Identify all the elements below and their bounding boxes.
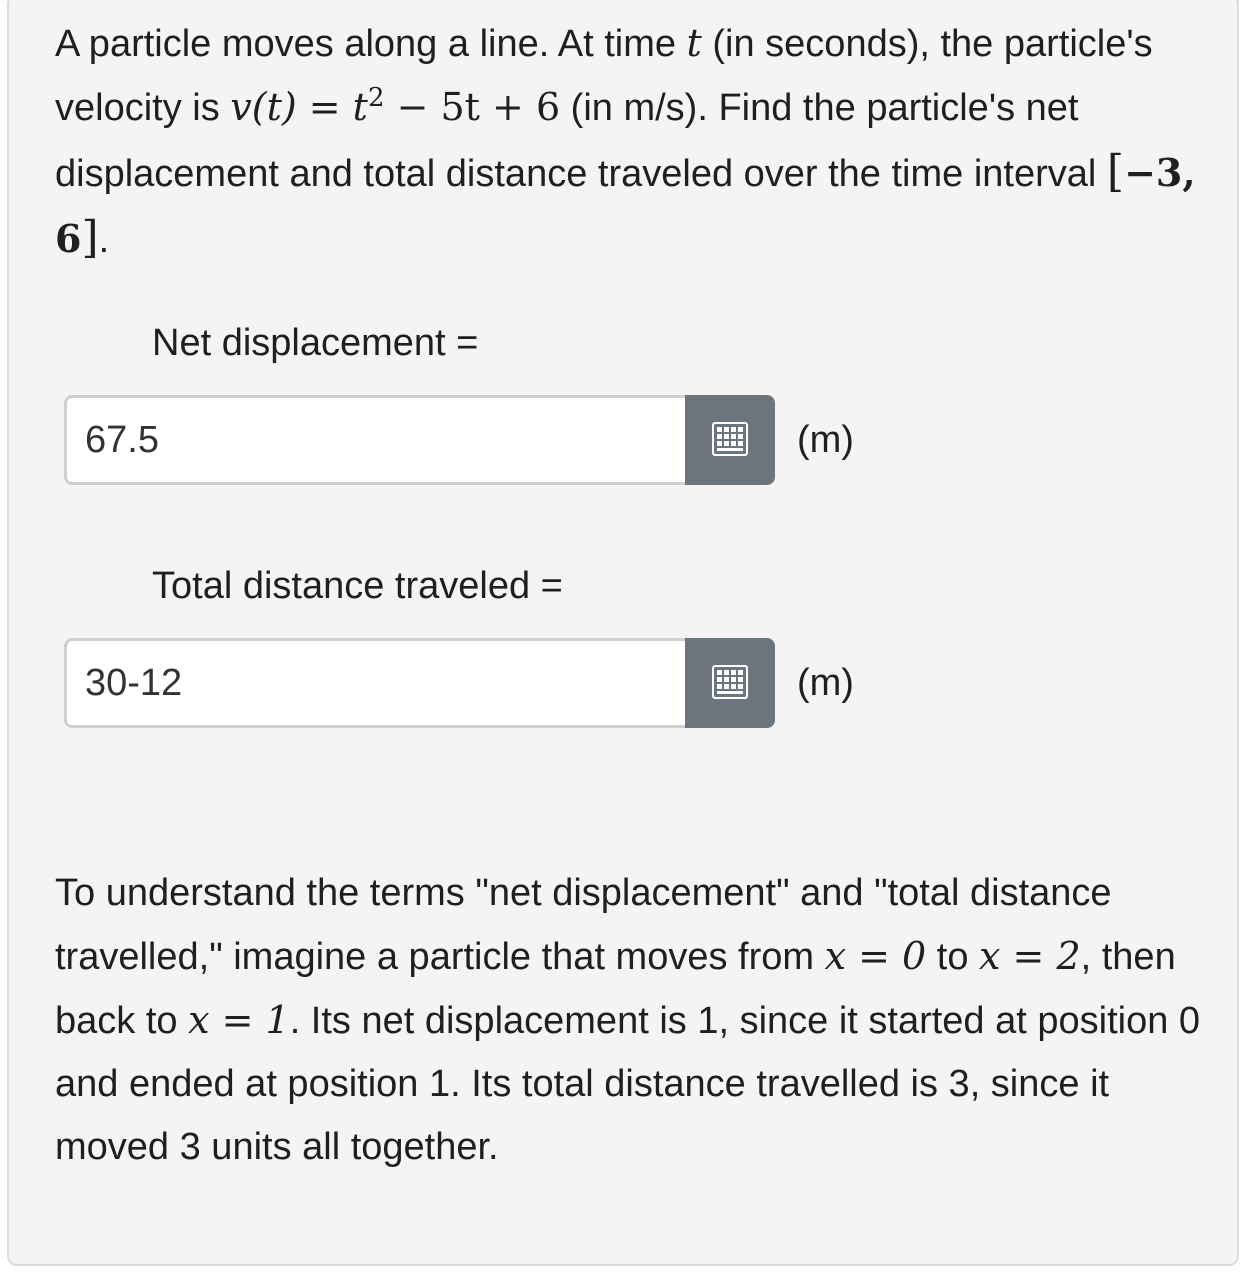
hint-text-part: To understand the terms "net displacement" and "total distance travelled," imagine a particle that moves from: [55, 872, 1112, 978]
math-t-base: t: [352, 85, 368, 129]
interval-open-bracket: [: [1106, 146, 1125, 197]
question-text: [55, 12, 1215, 272]
net-displacement-keypad-button[interactable]: [685, 395, 775, 485]
keypad-grid-icon: [712, 422, 748, 456]
total-distance-label: Total distance traveled =: [152, 565, 563, 607]
question-text-part: A particle moves along a line. At time: [55, 23, 687, 65]
math-x-equals-2: x = 2: [979, 934, 1081, 978]
question-text-part: (in m/s). Find the particle's net displacement and total distance traveled over the time interval: [55, 87, 1107, 195]
math-exponent: 2: [367, 83, 385, 113]
math-polynomial-rest: − 5t + 6: [384, 85, 561, 129]
hint-text-part: to: [926, 936, 980, 978]
math-v-of-t: v(t): [230, 85, 297, 129]
math-x-equals-1: x = 1: [188, 998, 290, 1042]
math-x-equals-0: x = 0: [824, 934, 927, 978]
question-text-part: (in seconds), the particle's velocity is: [55, 23, 1153, 129]
net-displacement-unit: (m): [797, 419, 854, 461]
net-displacement-input[interactable]: [64, 395, 686, 485]
total-distance-input[interactable]: [64, 638, 686, 728]
math-equals: =: [296, 85, 353, 129]
net-displacement-label: Net displacement =: [152, 322, 479, 364]
total-distance-unit: (m): [797, 662, 854, 704]
total-distance-keypad-button[interactable]: [685, 638, 775, 728]
total-distance-row: [64, 638, 864, 728]
net-displacement-row: [64, 395, 864, 485]
math-var-t: t: [686, 21, 702, 65]
interval-close-bracket: ]: [81, 212, 99, 263]
question-text-part: .: [98, 219, 110, 261]
hint-text-part: , then back to: [55, 936, 1176, 1042]
hint-text: [55, 862, 1215, 1179]
question-panel: [7, 0, 1239, 1266]
interval-values: −3, 6: [55, 150, 1196, 261]
hint-text-part: . Its net displacement is 1, since it started at position 0 and ended at position 1. Its total distance travelled is 3, since it moved 3 units all together.: [55, 1000, 1201, 1168]
keypad-grid-icon: [712, 665, 748, 699]
